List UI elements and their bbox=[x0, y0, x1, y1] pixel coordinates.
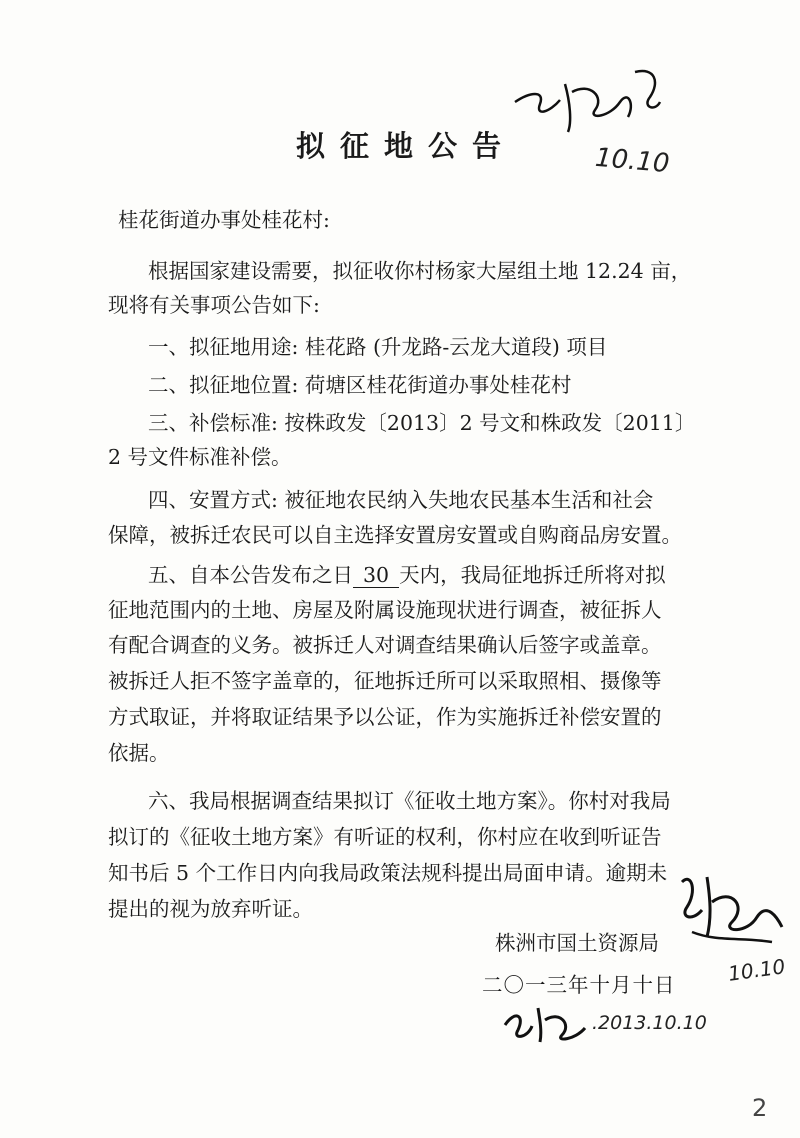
signature-top bbox=[510, 62, 670, 142]
body-line: 征地范围内的土地、房屋及附属设施现状进行调查，被征拆人 bbox=[108, 598, 662, 622]
item-6: 六、我局根据调查结果拟订《征收土地方案》。你村对我局 bbox=[148, 789, 671, 813]
body-line: 提出的视为放弃听证。 bbox=[108, 897, 313, 921]
item-5-prefix: 五、自本公告发布之日 bbox=[148, 563, 353, 587]
salutation: 桂花街道办事处桂花村: bbox=[118, 208, 330, 232]
notice-title: 拟征地公告 bbox=[296, 129, 517, 163]
item-3: 三、补偿标准: 按株政发〔2013〕2 号文和株政发〔2011〕 bbox=[148, 411, 696, 435]
page-number: 2 bbox=[752, 1094, 768, 1122]
handwritten-date-bottom: .2013.10.10 bbox=[592, 1012, 707, 1034]
handwritten-date-top: 10.10 bbox=[593, 142, 671, 180]
body-line: 现将有关事项公告如下: bbox=[108, 293, 320, 317]
days-value: 30 bbox=[353, 563, 399, 588]
body-line: 依据。 bbox=[108, 741, 170, 765]
body-line: 知书后 5 个工作日内向我局政策法规科提出局面申请。逾期未 bbox=[108, 861, 668, 885]
item-5-suffix: 天内，我局征地拆迁所将对拟 bbox=[399, 563, 666, 587]
body-line: 方式取证，并将取证结果予以公证，作为实施拆迁补偿安置的 bbox=[108, 705, 662, 729]
issuer-name: 株洲市国土资源局 bbox=[495, 931, 659, 955]
signature-right bbox=[672, 862, 792, 962]
body-line: 拟订的《征收土地方案》有听证的权利，你村应在收到听证告 bbox=[108, 825, 662, 849]
item-2: 二、拟征地位置: 荷塘区桂花街道办事处桂花村 bbox=[148, 373, 572, 397]
body-line: 保障，被拆迁农民可以自主选择安置房安置或自购商品房安置。 bbox=[108, 523, 682, 547]
body-line: 2 号文件标准补偿。 bbox=[108, 445, 292, 469]
body-line: 根据国家建设需要，拟征收你村杨家大屋组土地 12.24 亩， bbox=[148, 259, 692, 283]
handwritten-date-right: 10.10 bbox=[726, 954, 787, 986]
issue-date: 二〇一三年十月十日 bbox=[482, 973, 676, 997]
item-5 bbox=[148, 558, 666, 588]
body-line: 被拆迁人拒不签字盖章的，征地拆迁所可以采取照相、摄像等 bbox=[108, 669, 662, 693]
item-1: 一、拟征地用途: 桂花路 (升龙路-云龙大道段) 项目 bbox=[148, 335, 608, 359]
signature-bottom bbox=[500, 1000, 600, 1046]
item-4: 四、安置方式: 被征地农民纳入失地农民基本生活和社会 bbox=[148, 488, 654, 512]
body-line: 有配合调查的义务。被拆迁人对调查结果确认后签字或盖章。 bbox=[108, 633, 662, 657]
